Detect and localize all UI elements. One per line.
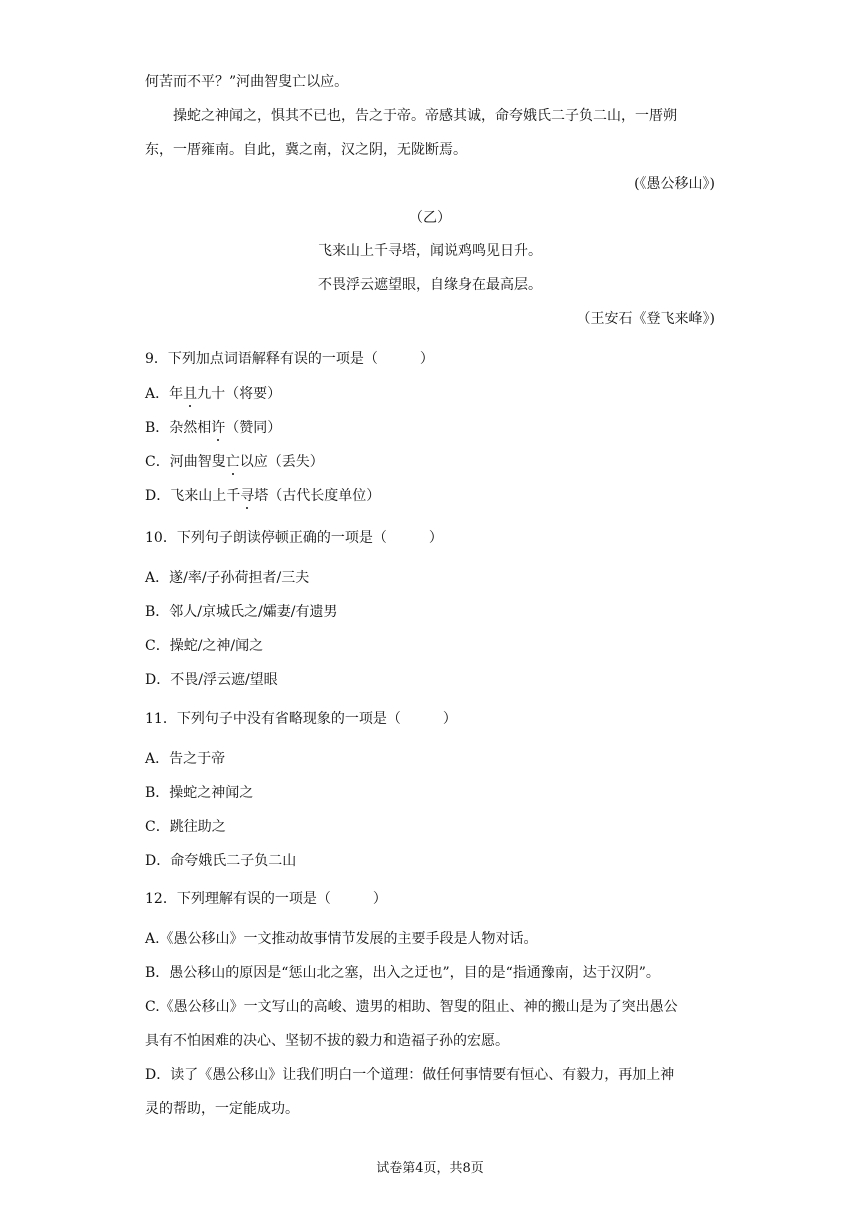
question-10-option-b: B．邻人/京城氏之/孀妻/有遗男	[145, 604, 338, 620]
poem-line-1: 飞来山上千寻塔，闻说鸡鸣见日升。	[318, 243, 542, 259]
passage-a-line-3: 东，一厝雍南。自此，冀之南，汉之阴，无陇断焉。	[145, 142, 467, 158]
dotted-word: 许	[211, 420, 226, 436]
question-12-stem: 12．下列理解有误的一项是（ ）	[145, 891, 387, 907]
question-11-option-c: C．跳往助之	[145, 819, 226, 835]
dotted-word: 且	[183, 386, 198, 402]
question-9-option-c: C．河曲智叟亡以应（丢失）	[145, 454, 324, 470]
question-12-option-a: A.《愚公移山》一文推动故事情节发展的主要手段是人物对话。	[145, 931, 538, 947]
poem-line-2: 不畏浮云遮望眼，自缘身在最高层。	[318, 277, 542, 293]
question-9-stem: 9．下列加点词语解释有误的一项是（ ）	[145, 351, 434, 367]
dotted-word: 寻	[240, 488, 255, 504]
question-9-option-d: D．飞来山上千寻塔（古代长度单位）	[145, 488, 381, 504]
question-12-option-d: D．读了《愚公移山》让我们明白一个道理：做任何事情要有恒心、有毅力，再加上神	[145, 1067, 675, 1083]
question-11-option-a: A．告之于帝	[145, 751, 226, 767]
question-11-option-d: D．命夸娥氏二子负二山	[145, 853, 297, 869]
question-11-option-b: B．操蛇之神闻之	[145, 785, 254, 801]
question-10-stem: 10．下列句子朗读停顿正确的一项是（ ）	[145, 530, 443, 546]
question-9-option-a: A．年且九十（将要）	[145, 386, 282, 402]
passage-b-label: （乙）	[409, 210, 451, 226]
question-10-option-a: A．遂/率/子孙荷担者/三夫	[145, 570, 310, 586]
question-12-option-b: B．愚公移山的原因是“惩山北之塞，出入之迂也”，目的是“指通豫南，达于汉阴”。	[145, 965, 660, 981]
question-12-option-c: C.《愚公移山》一文写山的高峻、遗男的相助、智叟的阻止、神的搬山是为了突出愚公	[145, 999, 678, 1015]
dotted-word: 亡	[225, 454, 240, 470]
question-10-option-c: C．操蛇/之神/闻之	[145, 638, 264, 654]
question-11-stem: 11．下列句子中没有省略现象的一项是（ ）	[145, 711, 457, 727]
page-footer: 试卷第4页，共8页	[376, 1161, 484, 1176]
passage-a-line-1: 何苦而不平？”河曲智叟亡以应。	[145, 74, 349, 90]
question-12-option-c-cont: 具有不怕困难的决心、坚韧不拔的毅力和造福子孙的宏愿。	[145, 1033, 509, 1049]
question-9-option-b: B．杂然相许（赞同）	[145, 420, 282, 436]
passage-a-line-2: 操蛇之神闻之，惧其不已也，告之于帝。帝感其诚，命夸娥氏二子负二山，一厝朔	[173, 108, 677, 124]
passage-a-source: (《愚公移山》)	[634, 176, 715, 192]
question-12-option-d-cont: 灵的帮助，一定能成功。	[145, 1101, 299, 1117]
question-10-option-d: D．不畏/浮云遮/望眼	[145, 672, 278, 688]
passage-b-source: （王安石《登飞来峰》)	[576, 311, 715, 327]
